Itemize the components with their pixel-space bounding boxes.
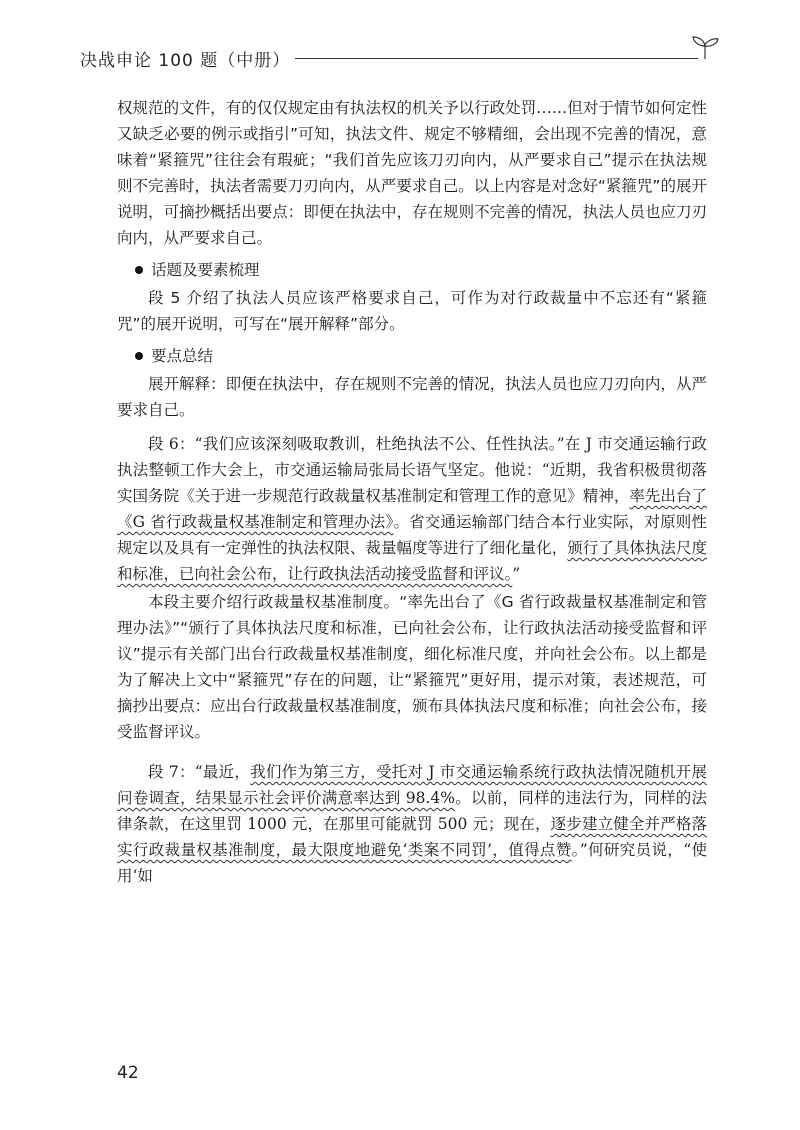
analysis-paragraph-6: 本段主要介绍行政裁量权基准制度。“率先出台了《G 省行政裁量权基准制定和管理办法》”“颁行了具体执法尺度和标准，已向社会公布，让行政执法活动接受监督和评议”提示有关部门出台行政裁量权基准制度，细化标准尺度，并向社会公布。以上都是为了解决上文中“紧箍咒”存在的问题，让“紧箍咒”更好用，提示对策，表述规范，可摘抄出要点：应出台行政裁量权基准制度，颁布具体执法尺度和标准；向社会公布，接受监督评议。 bbox=[117, 593, 707, 741]
quote-text: 。”何研究员说，“使用‘如 bbox=[117, 841, 707, 885]
underlined-phrase: 颁行了具体执法尺度和标准，已向社会公布，让行政执法活动接受监督和评议。 bbox=[117, 539, 707, 583]
topics-paragraph: 段 5 介绍了执法人员应该严格要求自己，可作为对行政裁量中不忘还有“紧箍咒”的展开说明，可写在“展开解释”部分。 bbox=[117, 289, 707, 333]
underlined-phrase: 逐步建立健全并严格落实行政裁量权基准制度，最大限度地避免‘类案不同罚’，值得点赞 bbox=[117, 815, 707, 859]
summary-paragraph: 展开解释：即便在执法中，存在规则不完善的情况，执法人员也应刀刃向内，从严要求自己。 bbox=[117, 375, 707, 419]
page-number: 42 bbox=[117, 1063, 139, 1083]
material-paragraph-6 bbox=[117, 431, 707, 587]
bullet-icon bbox=[135, 352, 143, 360]
heading-label: 话题及要素梳理 bbox=[151, 261, 260, 279]
quote-text: ” bbox=[512, 565, 521, 583]
quote-text: 。以前，同样的违法行为，同样的法律条款，在这里罚 1000 元，在那里可能就罚 500 元；现在， bbox=[117, 789, 707, 833]
material-paragraph-7 bbox=[117, 759, 707, 889]
bullet-icon bbox=[135, 266, 143, 274]
sprout-icon bbox=[690, 34, 720, 60]
paragraph-continued: 权规范的文件，有的仅仅规定由有执法权的机关予以行政处罚……但对于情节如何定性又缺乏必要的例示或指引”可知，执法文件、规定不够精细，会出现不完善的情况，意味着“紧箍咒”往往会有瑕疵；“我们首先应该刀刃向内，从严要求自己”提示在执法规则不完善时，执法者需要刀刃向内，从严要求自己。以上内容是对念好“紧箍咒”的展开说明，可摘抄概括出要点：即便在执法中，存在规则不完善的情况，执法人员也应刀刃向内，从严要求自己。 bbox=[117, 99, 707, 247]
header-rule bbox=[295, 58, 698, 59]
quote-text: 段 7：“最近， bbox=[148, 763, 251, 781]
underlined-phrase: 率先出台了《G 省行政裁量权基准制定和管理办法》 bbox=[117, 487, 707, 531]
quote-text: 。省交通运输部门结合本行业实际，对原则性规定以及具有一定弹性的执法权限、裁量幅度等进行了细化量化， bbox=[117, 513, 707, 557]
running-header bbox=[80, 44, 720, 74]
underlined-phrase: 我们作为第三方，受托对 J 市交通运输系统行政执法情况随机开展问卷调查，结果显示社会评价满意率达到 98.4% bbox=[117, 763, 708, 807]
quote-text: 段 6：“我们应该深刻吸取教训，杜绝执法不公、任性执法。”在 J 市交通运输行政执法整顿工作大会上，市交通运输局张局长语气坚定。他说：“近期，我省积极贯彻落实国务院《关于进一步规范行政裁量权基准制定和管理工作的意见》精神， bbox=[117, 435, 707, 505]
book-title: 决战申论 100 题（中册） bbox=[80, 51, 291, 71]
section-heading-summary bbox=[117, 343, 707, 369]
page-body bbox=[117, 95, 707, 891]
heading-label: 要点总结 bbox=[151, 347, 214, 365]
section-heading-topics bbox=[117, 257, 707, 283]
